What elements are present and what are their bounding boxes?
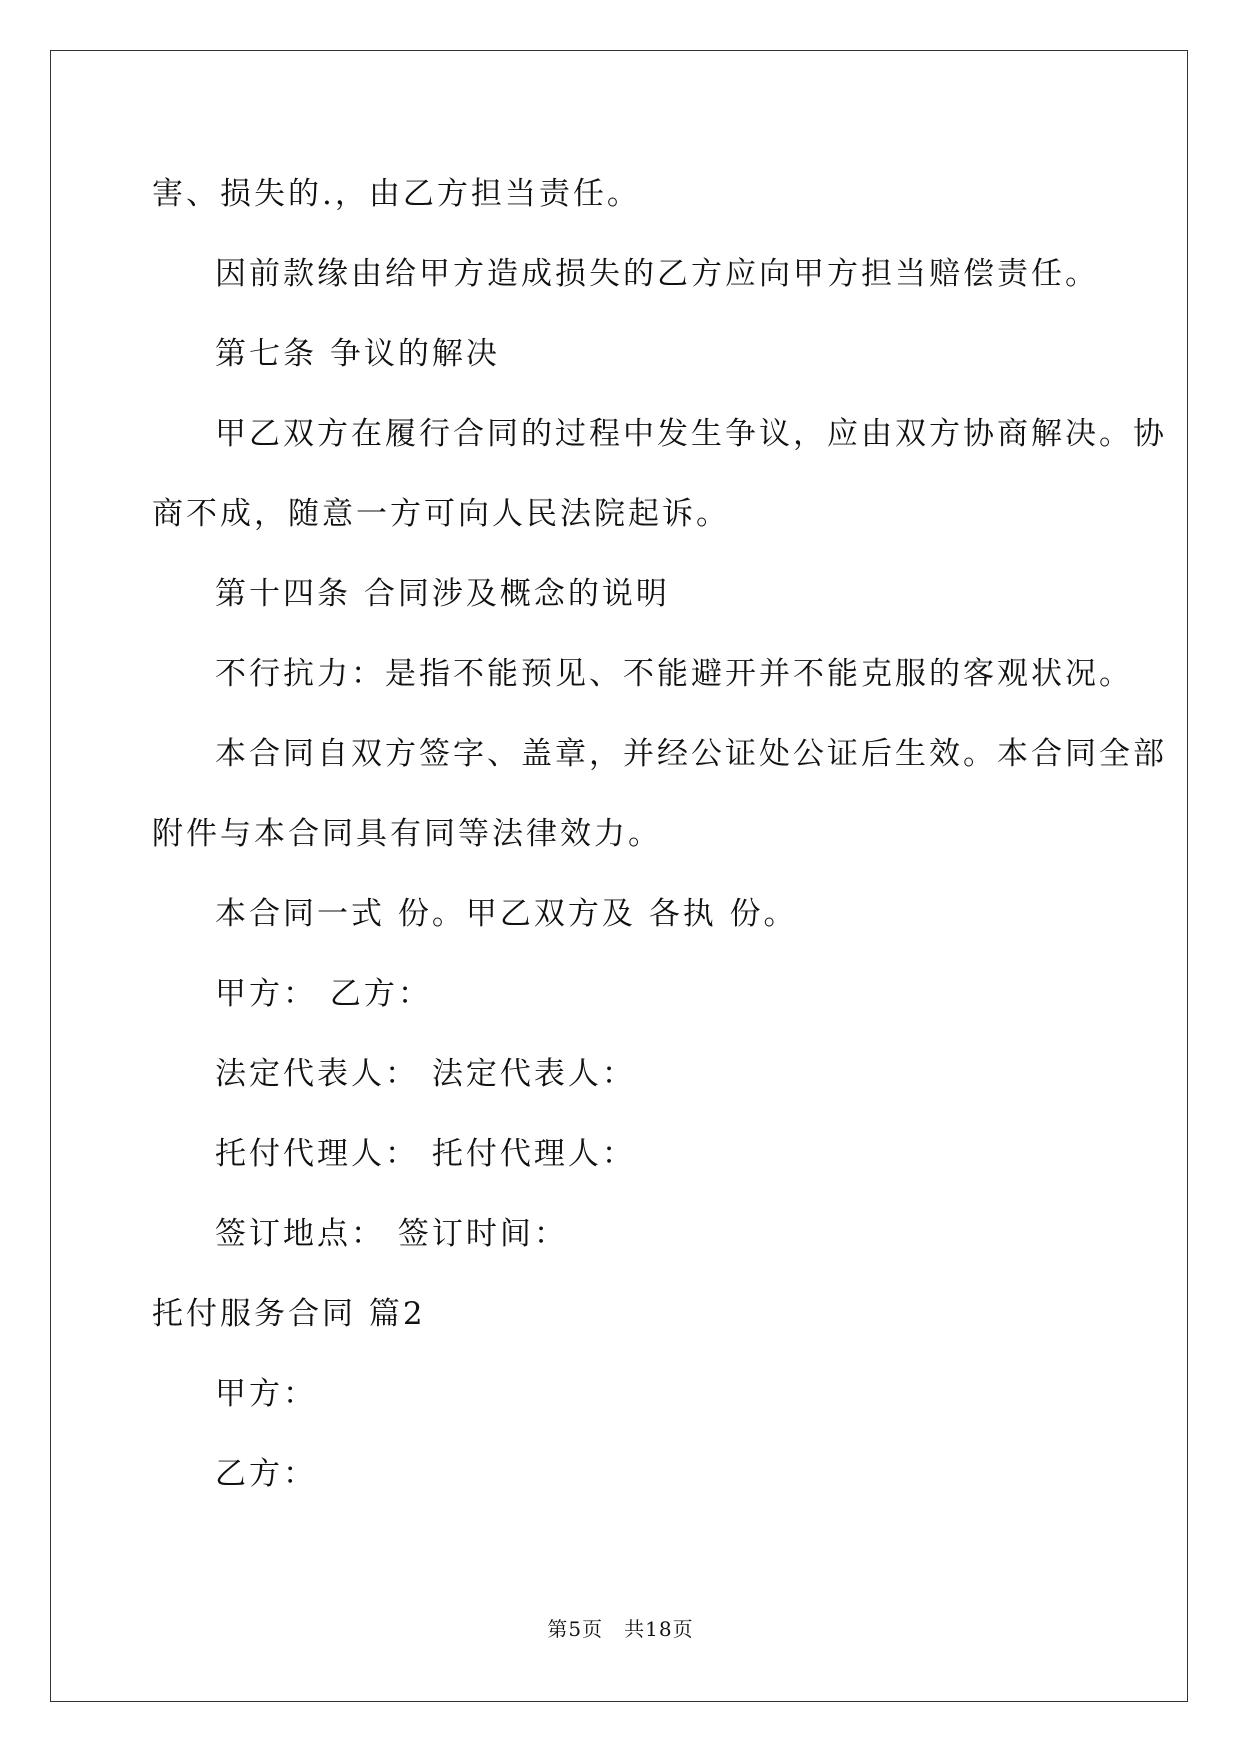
paragraph-line: 本合同自双方签字、盖章，并经公证处公证后生效。本合同全部 — [215, 736, 1167, 772]
paragraph-line: 商不成，随意一方可向人民法院起诉。 — [152, 496, 730, 532]
signature-field-representative: 法定代表人： 法定代表人： — [215, 1056, 636, 1092]
paragraph-line: 本合同一式 份。甲乙双方及 各执 份。 — [215, 896, 798, 932]
document-title: 托付服务合同 篇2 — [152, 1296, 426, 1332]
paragraph-line: 附件与本合同具有同等法律效力。 — [152, 816, 662, 852]
signature-field-place-time: 签订地点： 签订时间： — [215, 1216, 568, 1252]
section-heading: 第七条 争议的解决 — [215, 336, 500, 372]
signature-field-party: 甲方： 乙方： — [215, 976, 432, 1012]
section-heading: 第十四条 合同涉及概念的说明 — [215, 576, 670, 612]
signature-field-agent: 托付代理人： 托付代理人： — [215, 1136, 636, 1172]
party-a-label: 甲方： — [215, 1376, 317, 1412]
page-number: 第5页 共18页 — [547, 1617, 694, 1641]
paragraph-line: 害、损失的.，由乙方担当责任。 — [152, 176, 641, 212]
party-b-label: 乙方： — [215, 1456, 317, 1492]
paragraph-line: 甲乙双方在履行合同的过程中发生争议，应由双方协商解决。协 — [215, 416, 1167, 452]
paragraph-line: 不行抗力：是指不能预见、不能避开并不能克服的客观状况。 — [215, 656, 1133, 692]
paragraph-line: 因前款缘由给甲方造成损失的乙方应向甲方担当赔偿责任。 — [215, 256, 1099, 292]
